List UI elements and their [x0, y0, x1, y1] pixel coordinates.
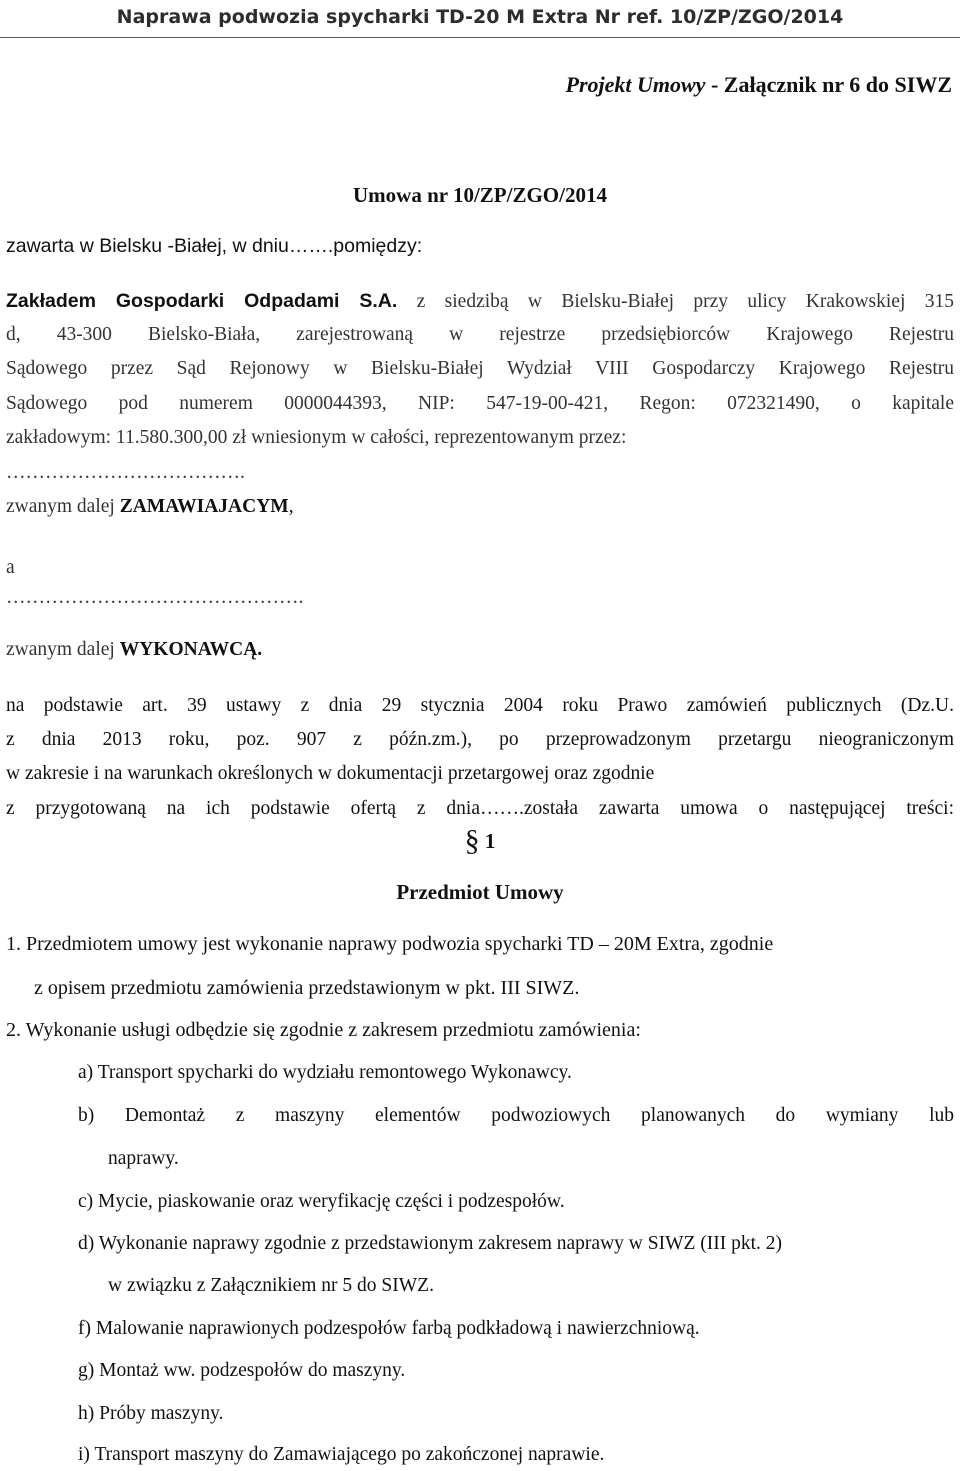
contract-title: Umowa nr 10/ZP/ZGO/2014 — [353, 183, 607, 207]
list-item-d-cont: w związku z Załącznikiem nr 5 do SIWZ. — [108, 1275, 434, 1296]
section-1-number — [0, 826, 960, 856]
running-header: Naprawa podwozia spycharki TD-20 M Extra Nr ref. 10/ZP/ZGO/2014 — [116, 6, 844, 28]
list-text: Mycie, piaskowanie oraz weryfikację części i podzespołów. — [98, 1191, 565, 1212]
list-text: Wykonanie naprawy zgodnie z przedstawionym zakresem naprawy w SIWZ (III pkt. 2) — [98, 1233, 783, 1254]
list-item-i — [78, 1440, 604, 1470]
list-item-g — [78, 1356, 405, 1386]
point-1-line-1: 1. Przedmiotem umowy jest wykonanie naprawy podwozia spycharki TD – 20M Extra, zgodnie — [6, 933, 774, 955]
list-text: Transport spycharki do wydziału remontowego Wykonawcy. — [97, 1062, 572, 1083]
section-1-point-2: 2. Wykonanie usługi odbędzie się zgodnie z zakresem przedmiotu zamówienia: — [6, 1019, 641, 1041]
party1-role: ZAMAWIAJACYM — [119, 496, 289, 517]
party1-line-1 — [6, 284, 954, 318]
party1-line-5: zakładowym: 11.580.300,00 zł wniesionym w całości, reprezentowanym przez: — [6, 426, 627, 448]
list-text: Transport maszyny do Zamawiającego po zakończonej naprawie. — [94, 1444, 605, 1465]
party2-called — [6, 636, 262, 664]
list-marker: c) — [78, 1191, 94, 1212]
basis-line-4: z przygotowaną na ich podstawie ofertą z dnia…….została zawarta umowa o następującej treści: — [6, 797, 954, 819]
list-marker: b) — [78, 1105, 95, 1126]
basis-line-1: na podstawie art. 39 ustawy z dnia 29 stycznia 2004 roku Prawo zamówień publicznych (Dz.U. — [6, 695, 954, 716]
annex-label-italic: Projekt Umowy — [565, 72, 706, 97]
basis-line-2: z dnia 2013 roku, poz. 907 z późn.zm.), po przeprowadzonym przetargu nieograniczonym — [6, 729, 954, 751]
section-number: 1 — [484, 829, 496, 853]
basis-line-3: w zakresie i na warunkach określonych w dokumentacji przetargowej oraz zgodnie — [6, 763, 655, 785]
annex-label — [566, 70, 952, 100]
list-text: Malowanie naprawionych podzespołów farbą podkładową i nawierzchniową. — [95, 1318, 700, 1339]
list-item-a — [78, 1058, 572, 1088]
list-item-b-cont: naprawy. — [108, 1148, 179, 1169]
party1-line1-text: z siedzibą w Bielsku-Białej przy ulicy Krakowskiej 315 — [397, 291, 954, 312]
list-marker: a) — [78, 1062, 94, 1083]
header-divider — [0, 37, 960, 38]
party2-called-prefix: zwanym dalej — [6, 639, 120, 660]
list-item-h — [78, 1399, 224, 1429]
conjunction: a — [6, 557, 15, 578]
party2-role: WYKONAWCĄ. — [119, 639, 263, 660]
party1-representative-dots: ………………………………. — [6, 462, 245, 483]
section-1-point-1 — [6, 930, 954, 958]
list-item-d — [78, 1229, 782, 1259]
party2-dots: ………………………………………. — [6, 587, 304, 608]
basis-paragraph — [6, 689, 954, 826]
party1-name: Zakładem Gospodarki Odpadami S.A. — [6, 290, 398, 312]
section-1-heading: Przedmiot Umowy — [396, 880, 564, 904]
party1-line-4: Sądowego pod numerem 0000044393, NIP: 547-19-00-421, Regon: 072321490, o kapitale — [6, 392, 954, 414]
point-1-line-2: z opisem przedmiotu zamówienia przedstawionym w pkt. III SIWZ. — [34, 977, 580, 999]
party1-paragraph — [6, 284, 954, 455]
party1-line-3: Sądowego przez Sąd Rejonowy w Bielsku-Białej Wydział VIII Gospodarczy Krajowego Rejestru — [6, 358, 954, 380]
list-text: Montaż ww. podzespołów do maszyny. — [99, 1360, 406, 1381]
paragraph-sign: § — [464, 824, 480, 857]
annex-label-rest: - Załącznik nr 6 do SIWZ — [705, 72, 952, 97]
concluded-line: zawarta w Bielsku -Białej, w dniu…….pomiędzy: — [6, 235, 423, 257]
party1-called-suffix: , — [288, 496, 294, 517]
list-marker: h) — [78, 1403, 95, 1424]
list-marker: f) — [78, 1318, 91, 1339]
list-marker: d) — [78, 1233, 95, 1254]
list-item-f — [78, 1314, 700, 1344]
party1-called — [6, 493, 294, 521]
party1-line-2: d, 43-300 Bielsko-Biała, zarejestrowaną w rejestrze przedsiębiorców Krajowego Rejestru — [6, 324, 954, 346]
list-text: Demontaż z maszyny elementów podwoziowych planowanych do wymiany lub — [124, 1105, 954, 1126]
list-item-c — [78, 1187, 565, 1217]
list-marker: i) — [78, 1444, 90, 1465]
list-text: Próby maszyny. — [99, 1403, 224, 1424]
list-item-b — [78, 1101, 954, 1131]
list-marker: g) — [78, 1360, 95, 1381]
party1-called-prefix: zwanym dalej — [6, 496, 120, 517]
